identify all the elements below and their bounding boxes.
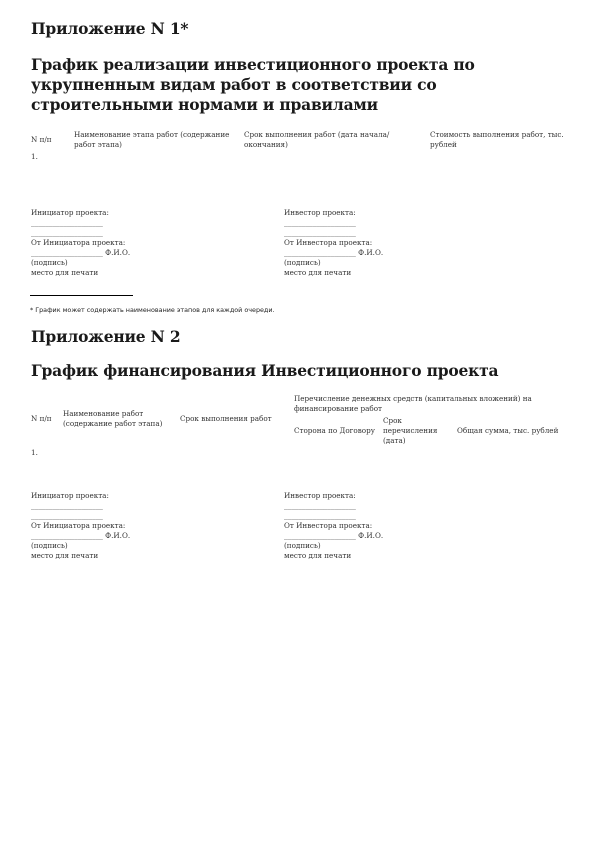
initiator-line-1: ____________________ bbox=[31, 218, 103, 227]
investor-line-2: ____________________ bbox=[284, 511, 356, 520]
investor-signature-block bbox=[284, 208, 484, 278]
initiator-signature-block bbox=[31, 491, 231, 561]
initiator-label: Инициатор проекта: bbox=[31, 491, 109, 500]
subcol-header-sum: Общая сумма, тыс. рублей bbox=[457, 426, 559, 435]
investor-signature-caption: (подпись) bbox=[284, 541, 321, 550]
col-header-term: Срок выполнения работ bbox=[180, 414, 272, 423]
appendix-2-title: График финансирования Инвестиционного проекта bbox=[31, 361, 499, 380]
appendix-2-heading: Приложение N 2 bbox=[31, 327, 181, 346]
investor-sign-line: ____________________ Ф.И.О. bbox=[284, 248, 384, 257]
col-header-transfer: Перечисление денежных средств (капитальных вложений) на финансирование работ bbox=[294, 394, 532, 413]
table-row-number: 1. bbox=[31, 448, 38, 457]
initiator-label: Инициатор проекта: bbox=[31, 208, 109, 217]
subcol-header-party: Сторона по Договору bbox=[294, 426, 375, 435]
initiator-signature-block bbox=[31, 208, 231, 278]
investor-label: Инвестор проекта: bbox=[284, 491, 356, 500]
col-header-number: N п/п bbox=[31, 135, 52, 144]
initiator-stamp-place: место для печати bbox=[31, 268, 99, 277]
initiator-line-2: ____________________ bbox=[31, 228, 103, 237]
initiator-signature-caption: (подпись) bbox=[31, 258, 68, 267]
col-header-number: N п/п bbox=[31, 414, 52, 423]
initiator-sign-line: ____________________ Ф.И.О. bbox=[31, 248, 131, 257]
col-header-work: Наименование работ (содержание работ этапа) bbox=[63, 409, 163, 428]
investor-representative: От Инвестора проекта: bbox=[284, 238, 373, 247]
initiator-stamp-place: место для печати bbox=[31, 551, 99, 560]
investor-line-1: ____________________ bbox=[284, 218, 356, 227]
initiator-line-2: ____________________ bbox=[31, 511, 103, 520]
col-header-term: Срок выполнения работ (дата начала/окончания) bbox=[244, 130, 390, 149]
initiator-representative: От Инициатора проекта: bbox=[31, 238, 126, 247]
subcol-header-date: Срок перечисления (дата) bbox=[383, 416, 438, 445]
investor-signature-block bbox=[284, 491, 484, 561]
footnote-divider bbox=[30, 295, 133, 296]
investor-stamp-place: место для печати bbox=[284, 268, 352, 277]
appendix-1-heading: Приложение N 1* bbox=[31, 19, 189, 38]
initiator-signature-caption: (подпись) bbox=[31, 541, 68, 550]
investor-representative: От Инвестора проекта: bbox=[284, 521, 373, 530]
investor-sign-line: ____________________ Ф.И.О. bbox=[284, 531, 384, 540]
col-header-cost: Стоимость выполнения работ, тыс. рублей bbox=[430, 130, 564, 149]
col-header-stage: Наименование этапа работ (содержание работ этапа) bbox=[74, 130, 230, 149]
footnote: * График может содержать наименование этапов для каждой очереди. bbox=[30, 306, 275, 314]
investor-line-2: ____________________ bbox=[284, 228, 356, 237]
investor-signature-caption: (подпись) bbox=[284, 258, 321, 267]
initiator-sign-line: ____________________ Ф.И.О. bbox=[31, 531, 131, 540]
appendix-1-title: График реализации инвестиционного проекта по укрупненным видам работ в соответствии со строительными нормами и правилами bbox=[31, 55, 475, 114]
investor-label: Инвестор проекта: bbox=[284, 208, 356, 217]
initiator-line-1: ____________________ bbox=[31, 501, 103, 510]
investor-line-1: ____________________ bbox=[284, 501, 356, 510]
table-row-number: 1. bbox=[31, 152, 38, 161]
initiator-representative: От Инициатора проекта: bbox=[31, 521, 126, 530]
investor-stamp-place: место для печати bbox=[284, 551, 352, 560]
